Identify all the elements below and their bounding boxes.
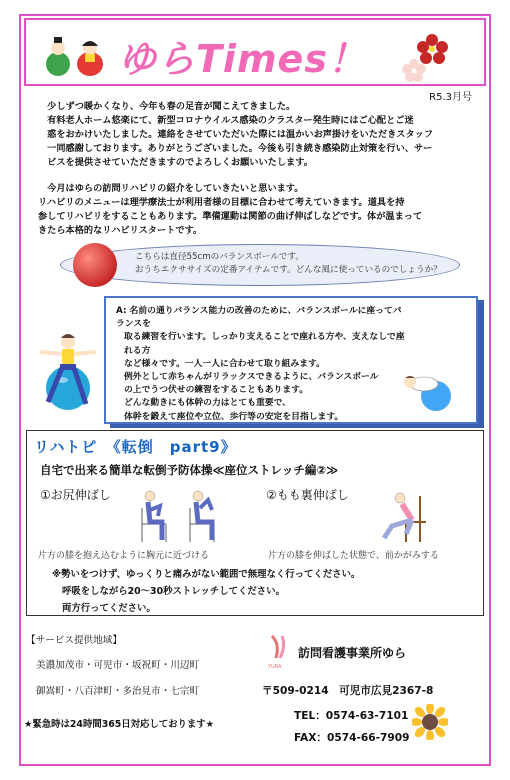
fax-number: FAX：0574-66-7909	[294, 732, 410, 744]
plum-blossom-icon	[402, 30, 454, 82]
answer-line: A: 名前の通りバランス能力の改善のために、バランスボールに座ってバランスを	[116, 306, 402, 330]
exercise-1-label: ①お尻伸ばし	[40, 488, 111, 502]
stretch-notes	[52, 566, 472, 617]
issue-label: R5.3月号	[429, 92, 472, 103]
note-line: 呼吸をしながら20～30秒ストレッチしてください。	[62, 586, 285, 597]
note-line: 両方行ってください。	[62, 603, 156, 614]
answer-line: の上でうつ伏せの練習をすることもあります。	[124, 385, 309, 396]
answer-line: 取る練習を行います。しっかり支えることで座れる方や、支えなしで座れる方	[124, 332, 405, 356]
answer-line: どんな動きにも体幹の力はとても重要で、	[124, 398, 291, 409]
answer-text	[116, 305, 406, 424]
exercise-2-label: ②もも裏伸ばし	[266, 488, 349, 502]
bubble-text	[135, 251, 465, 277]
answer-line: 体幹を鍛えて座位や立位、歩行等の安定を目指します。	[124, 411, 344, 422]
person-on-ball-illustration	[30, 332, 106, 412]
balance-ball-icon	[70, 240, 120, 290]
service-area-line-2: 御嵩町・八百津町・多治見市・七宗町	[36, 686, 200, 697]
rihatopi-title: リハトピ 《転倒 part9》	[34, 438, 237, 456]
rihatopi-subtitle: 自宅で出来る簡単な転倒予防体操≪座位ストレッチ編②≫	[40, 463, 339, 477]
bubble-line: こちらは直径55cmのバランスボールです。	[135, 252, 305, 262]
answer-line: など様々です。一人一人に合わせて取り組みます。	[124, 358, 325, 369]
answer-line: 例外として赤ちゃんがリラックスできるように、バランスボール	[124, 372, 379, 383]
exercise-1-caption: 片方の膝を抱え込むように胸元に近づける	[38, 551, 210, 561]
text-line: きたら本格的なリハビリスタートです。	[38, 225, 203, 236]
exercise-2-caption: 片方の膝を伸ばした状態で、前かがみする	[268, 551, 439, 561]
newsletter-title: ゆらTimes！	[118, 37, 367, 81]
hip-stretch-illustration	[128, 486, 228, 544]
text-line: ビスを提供させていただきますのでよろしくお願いいたします。	[38, 157, 313, 168]
organization-name: 訪問看護事業所ゆら	[298, 646, 407, 660]
text-line: 惑をおかけいたしました。連絡をさせていただいた際には温かいお声掛けをいただきスタッフ	[38, 129, 434, 140]
service-area-line-1: 美濃加茂市・可児市・坂祝町・川辺町	[36, 660, 200, 671]
baby-on-ball-illustration	[400, 366, 460, 412]
text-line: 一同感謝しております。ありがとうございました。今後も引き続き感染防止対策を行い、サー	[38, 143, 433, 154]
phone-number: TEL：0574-63-7101	[294, 710, 409, 722]
yura-logo-icon	[266, 632, 290, 666]
note-line: ※勢いをつけず、ゆっくりと痛みがない範囲で無理なく行ってください。	[52, 569, 361, 580]
emergency-notice: ★緊急時は24時間365日対応しております★	[24, 719, 215, 730]
bubble-line: おうちエクササイズの定番アイテムです。どんな風に使っているのでしょうか？	[135, 265, 442, 275]
address: 〒509-0214 可児市広見2367-8	[262, 685, 434, 697]
text-line: リハビリのメニューは理学療法士が利用者様の目標に合わせて考えていきます。道具を持	[38, 197, 405, 208]
sunflower-icon	[412, 704, 448, 740]
text-line: 今月はゆらの訪問リハビリの紹介をしていきたいと思います。	[38, 183, 304, 194]
intro-paragraph-1	[38, 100, 474, 170]
text-line: 少しずつ暖かくなり、今年も春の足音が聞こえてきました。	[38, 101, 296, 112]
text-line: 有料老人ホーム悠楽にて、新型コロナウイルス感染のクラスター発生時にはご心配とご迷	[38, 115, 414, 126]
hina-dolls-icon	[42, 34, 112, 78]
service-area-title: 【サービス提供地域】	[26, 635, 122, 646]
thigh-stretch-illustration	[378, 486, 434, 544]
intro-paragraph-2	[38, 182, 474, 238]
text-line: 参してリハビリをすることもあります。準備運動は関節の曲げ伸ばしなどです。体が温まって	[38, 211, 423, 222]
logo-text: YURA	[268, 664, 282, 670]
